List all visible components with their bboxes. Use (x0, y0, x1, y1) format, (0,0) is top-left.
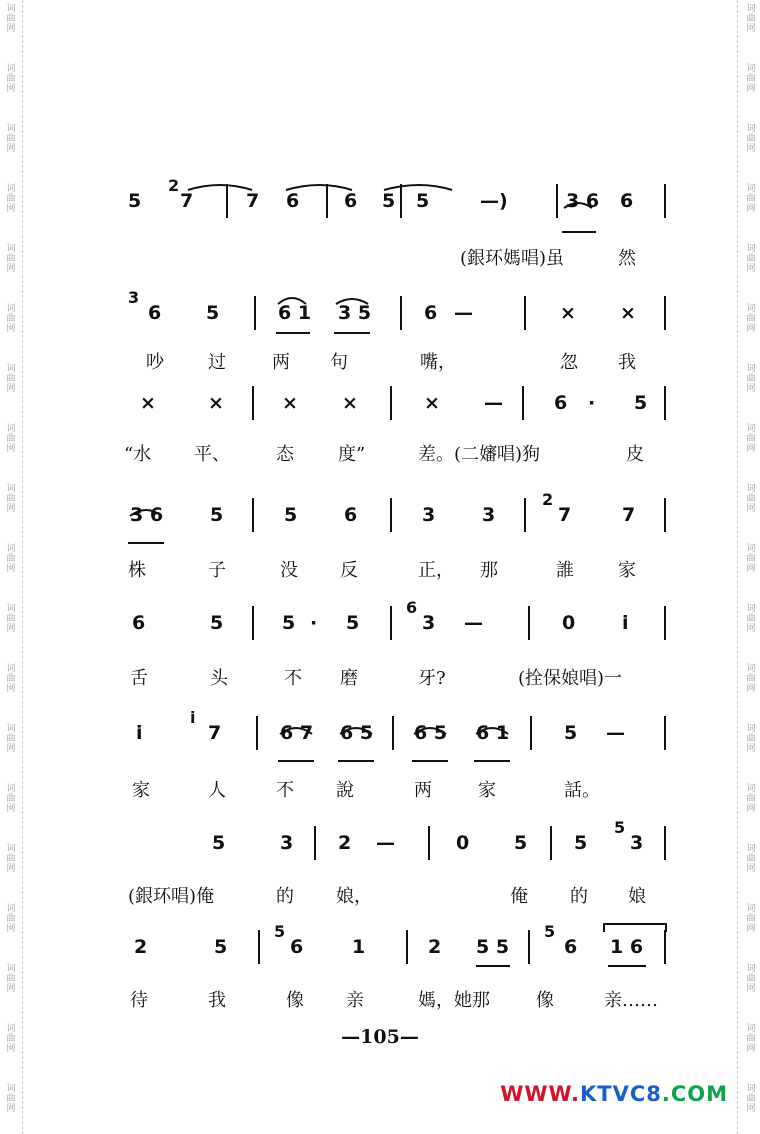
lyric: 皮 (626, 444, 644, 465)
note: 6 (424, 302, 438, 324)
lyric: 人 (208, 780, 226, 801)
note: 1 6 (610, 936, 644, 958)
note: 6 5 (414, 722, 448, 744)
watermark-glyph: 曲 (6, 674, 16, 684)
tie (340, 728, 372, 734)
watermark-glyph: 曲 (6, 854, 16, 864)
note: × (140, 392, 156, 414)
tie (188, 185, 252, 190)
note: 5 (416, 190, 430, 212)
watermark-glyph: 词 (6, 784, 16, 794)
lyric: 亲…… (604, 990, 658, 1011)
watermark-glyph: 网 (6, 504, 16, 514)
lyric: 然 (618, 248, 636, 269)
watermark-glyph: 词 (6, 424, 16, 434)
note: × (424, 392, 440, 414)
watermark-glyph: 词 (6, 964, 16, 974)
note: 6 (554, 392, 568, 414)
watermark-glyph: 词 (6, 364, 16, 374)
watermark-glyph: 词 (746, 724, 756, 734)
watermark-glyph: 词 (6, 4, 16, 14)
watermark-glyph: 曲 (6, 14, 16, 24)
lyric: 話。 (564, 780, 600, 801)
site-logo-suffix: .COM (661, 1082, 728, 1106)
lyric: 我 (208, 990, 226, 1011)
watermark-glyph: 曲 (746, 134, 756, 144)
watermark-glyph: 词 (6, 244, 16, 254)
lyric: 像 (536, 990, 554, 1011)
watermark-glyph: 网 (6, 384, 16, 394)
note: 5 (574, 832, 588, 854)
note: 6 (406, 598, 418, 617)
lyric: (銀环唱)俺 (128, 886, 215, 907)
note: 5 (212, 832, 226, 854)
watermark-glyph: 曲 (6, 614, 16, 624)
note: 0 (562, 612, 576, 634)
lyric: 那 (480, 560, 498, 581)
note: 5 (614, 818, 626, 837)
watermark-glyph: 网 (6, 84, 16, 94)
watermark-glyph: 网 (746, 564, 756, 574)
page-number: —105— (341, 1026, 419, 1048)
note: — (464, 612, 483, 634)
watermark-glyph: 曲 (746, 494, 756, 504)
note: 5 (206, 302, 220, 324)
watermark-glyph: 网 (6, 24, 16, 34)
note: 2 (134, 936, 148, 958)
watermark-glyph: 网 (6, 924, 16, 934)
note: 5 5 (476, 936, 510, 958)
watermark-glyph: 网 (746, 1044, 756, 1054)
watermark-glyph: 网 (6, 864, 16, 874)
note: 7 (558, 504, 572, 526)
lyric: 句 (330, 352, 348, 373)
note: — (606, 722, 625, 744)
tie (414, 728, 446, 734)
note: 6 (286, 190, 300, 212)
watermark-glyph: 网 (6, 1104, 16, 1114)
lyric: 亲 (346, 990, 364, 1011)
note: 0 (456, 832, 470, 854)
watermark-glyph: 曲 (6, 194, 16, 204)
watermark-glyph: 网 (6, 204, 16, 214)
watermark-glyph: 网 (746, 84, 756, 94)
watermark-glyph: 曲 (746, 74, 756, 84)
watermark-glyph: 词 (746, 844, 756, 854)
note: 5 (634, 392, 648, 414)
watermark-glyph: 词 (6, 604, 16, 614)
note: 6 (620, 190, 634, 212)
watermark-glyph: 曲 (6, 74, 16, 84)
note: 6 (290, 936, 304, 958)
watermark-glyph: 网 (746, 204, 756, 214)
note: · (310, 612, 318, 634)
lyric: 株 (128, 560, 146, 581)
watermark-glyph: 网 (746, 804, 756, 814)
watermark-glyph: 网 (6, 684, 16, 694)
watermark-glyph: 网 (746, 264, 756, 274)
note: 3 (422, 504, 436, 526)
lyric: 娘， (336, 886, 372, 907)
watermark-glyph: 网 (746, 144, 756, 154)
watermark-glyph: 曲 (6, 794, 16, 804)
lyric: 說 (336, 780, 354, 801)
lyric: (銀环媽唱)虽 (460, 248, 565, 269)
note: 3 6 (130, 504, 164, 526)
note: × (208, 392, 224, 414)
note: × (560, 302, 576, 324)
watermark-glyph: 网 (746, 504, 756, 514)
lyric: 忽 (560, 352, 578, 373)
note: 6 (344, 504, 358, 526)
watermark-glyph: 词 (6, 304, 16, 314)
watermark-glyph: 曲 (746, 794, 756, 804)
watermark-glyph: 词 (746, 304, 756, 314)
tie (336, 299, 368, 304)
lyric: 两 (272, 352, 290, 373)
lyric: 我 (618, 352, 636, 373)
note: × (342, 392, 358, 414)
watermark-glyph: 网 (6, 264, 16, 274)
lyric: 没 (280, 560, 298, 581)
note: 3 (630, 832, 644, 854)
lyric: 家 (478, 780, 496, 801)
watermark-glyph: 曲 (6, 974, 16, 984)
lyric: 两 (414, 780, 432, 801)
watermark-glyph: 曲 (6, 254, 16, 264)
tie (604, 924, 666, 932)
lyric: 俺 (510, 886, 528, 907)
lyric: 吵 (146, 352, 164, 373)
watermark-glyph: 曲 (6, 314, 16, 324)
note: 5 (284, 504, 298, 526)
note: —) (480, 190, 508, 212)
note: 5 (346, 612, 360, 634)
watermark-glyph: 网 (746, 384, 756, 394)
watermark-glyph: 曲 (6, 1094, 16, 1104)
watermark-glyph: 词 (746, 64, 756, 74)
lyric: 待 (130, 990, 148, 1011)
lyric: 舌 (130, 668, 148, 689)
watermark-glyph: 词 (746, 364, 756, 374)
watermark-glyph: 词 (746, 664, 756, 674)
lyric: 媽，她那 (418, 990, 490, 1011)
watermark-glyph: 网 (746, 924, 756, 934)
note: — (454, 302, 473, 324)
note: 5 (274, 922, 286, 941)
lyric: 头 (210, 668, 228, 689)
note: 2 (168, 176, 180, 195)
watermark-glyph: 词 (746, 1024, 756, 1034)
lyric: (拴保娘唱)一 (518, 668, 623, 689)
site-logo-prefix: WWW. (500, 1082, 580, 1106)
note: i (190, 708, 196, 727)
watermark-glyph: 网 (6, 564, 16, 574)
watermark-glyph: 网 (746, 444, 756, 454)
note: 2 (428, 936, 442, 958)
lyric: 态 (276, 444, 294, 465)
note: 3 6 (566, 190, 600, 212)
tie (130, 510, 162, 516)
watermark-glyph: 词 (6, 1084, 16, 1094)
lyric: 平、 (194, 444, 230, 465)
watermark-glyph: 网 (746, 624, 756, 634)
watermark-glyph: 网 (6, 804, 16, 814)
note: 2 (338, 832, 352, 854)
watermark-glyph: 曲 (746, 314, 756, 324)
note: 3 5 (338, 302, 372, 324)
lyric: 子 (208, 560, 226, 581)
watermark-glyph: 网 (6, 1044, 16, 1054)
note: 5 (564, 722, 578, 744)
note: 6 1 (476, 722, 510, 744)
tie (280, 728, 312, 734)
watermark-glyph: 曲 (746, 254, 756, 264)
watermark-glyph: 词 (6, 64, 16, 74)
watermark-glyph: 词 (6, 664, 16, 674)
site-logo (500, 1082, 728, 1106)
tie (286, 185, 352, 190)
note: 6 5 (340, 722, 374, 744)
note: 6 (564, 936, 578, 958)
tie (476, 728, 508, 734)
note: 5 (210, 504, 224, 526)
lyric: 过 (208, 352, 226, 373)
watermark-glyph: 网 (746, 744, 756, 754)
watermark-glyph: 曲 (746, 1094, 756, 1104)
tie (384, 185, 452, 190)
watermark-glyph: 曲 (6, 374, 16, 384)
lyric: 差。(二嬸唱)狗 (418, 444, 541, 465)
watermark-glyph: 曲 (746, 614, 756, 624)
note: 6 1 (278, 302, 312, 324)
note: 1 (352, 936, 366, 958)
note: 3 (482, 504, 496, 526)
watermark-glyph: 曲 (746, 434, 756, 444)
watermark-glyph: 网 (6, 984, 16, 994)
note: 5 (210, 612, 224, 634)
watermark-glyph: 词 (746, 604, 756, 614)
watermark-glyph: 词 (746, 964, 756, 974)
watermark-glyph: 词 (6, 484, 16, 494)
lyric: 不 (276, 780, 294, 801)
watermark-glyph: 曲 (746, 974, 756, 984)
note: 5 (128, 190, 142, 212)
lyric: 牙? (418, 668, 446, 689)
watermark-glyph: 曲 (6, 134, 16, 144)
lyric: 像 (286, 990, 304, 1011)
note: — (484, 392, 503, 414)
watermark-glyph: 词 (746, 904, 756, 914)
note: 5 (214, 936, 228, 958)
note: 7 (246, 190, 260, 212)
lyric: 家 (618, 560, 636, 581)
lyric: 家 (132, 780, 150, 801)
note: 6 (132, 612, 146, 634)
watermark-glyph: 词 (746, 184, 756, 194)
watermark-glyph: 网 (746, 1104, 756, 1114)
note: 7 (622, 504, 636, 526)
watermark-glyph: 网 (746, 864, 756, 874)
note: × (620, 302, 636, 324)
watermark-glyph: 网 (746, 684, 756, 694)
note: 7 (180, 190, 194, 212)
watermark-glyph: 词 (6, 184, 16, 194)
lyric: 娘 (628, 886, 646, 907)
watermark-glyph: 网 (6, 744, 16, 754)
watermark-glyph: 词 (746, 124, 756, 134)
watermark-glyph: 词 (6, 124, 16, 134)
watermark-glyph: 网 (746, 24, 756, 34)
note: 7 (208, 722, 222, 744)
watermark-glyph: 词 (746, 784, 756, 794)
lyric: 正， (418, 560, 454, 581)
watermark-glyph: 词 (6, 844, 16, 854)
watermark-glyph: 词 (746, 1084, 756, 1094)
note: i (622, 612, 629, 634)
watermark-glyph: 网 (6, 624, 16, 634)
note: 5 (514, 832, 528, 854)
watermark-glyph: 曲 (746, 734, 756, 744)
note: 5 (282, 612, 296, 634)
watermark-glyph: 词 (746, 4, 756, 14)
watermark-glyph: 曲 (6, 1034, 16, 1044)
watermark-glyph: 曲 (746, 554, 756, 564)
note: 5 (544, 922, 556, 941)
watermark-glyph: 词 (746, 484, 756, 494)
note: 3 (280, 832, 294, 854)
note: 3 (128, 288, 140, 307)
watermark-glyph: 词 (6, 724, 16, 734)
watermark-glyph: 曲 (746, 1034, 756, 1044)
note: — (376, 832, 395, 854)
lyric: “水 (124, 444, 152, 465)
lyric: 反 (340, 560, 358, 581)
tie (278, 298, 306, 304)
note: 6 7 (280, 722, 314, 744)
lyric: 嘴， (420, 352, 456, 373)
note: 6 (344, 190, 358, 212)
watermark-glyph: 词 (6, 904, 16, 914)
note: 3 (422, 612, 436, 634)
note: 5 (382, 190, 396, 212)
watermark-glyph: 曲 (6, 734, 16, 744)
watermark-glyph: 词 (746, 424, 756, 434)
tie (564, 203, 592, 208)
watermark-glyph: 词 (6, 544, 16, 554)
lyric: 度” (338, 444, 366, 465)
watermark-glyph: 曲 (746, 674, 756, 684)
watermark-glyph: 词 (746, 244, 756, 254)
watermark-glyph: 网 (746, 984, 756, 994)
watermark-glyph: 曲 (6, 914, 16, 924)
watermark-glyph: 曲 (6, 494, 16, 504)
lyric: 不 (284, 668, 302, 689)
watermark-glyph: 曲 (746, 194, 756, 204)
note: i (136, 722, 143, 744)
watermark-glyph: 网 (6, 144, 16, 154)
lyric: 的 (570, 886, 588, 907)
watermark-glyph: 词 (6, 1024, 16, 1034)
watermark-glyph: 曲 (6, 554, 16, 564)
site-logo-name: KTVC8 (579, 1082, 662, 1106)
watermark-glyph: 曲 (746, 914, 756, 924)
watermark-glyph: 曲 (746, 854, 756, 864)
watermark-glyph: 网 (6, 444, 16, 454)
watermark-glyph: 曲 (6, 434, 16, 444)
note: 2 (542, 490, 554, 509)
lyric: 誰 (556, 560, 574, 581)
lyric: 磨 (340, 668, 358, 689)
watermark-glyph: 网 (746, 324, 756, 334)
watermark-glyph: 网 (6, 324, 16, 334)
watermark-glyph: 曲 (746, 374, 756, 384)
watermark-glyph: 曲 (746, 14, 756, 24)
lyric: 的 (276, 886, 294, 907)
note: × (282, 392, 298, 414)
watermark-glyph: 词 (746, 544, 756, 554)
note: 6 (148, 302, 162, 324)
note: · (588, 392, 596, 414)
